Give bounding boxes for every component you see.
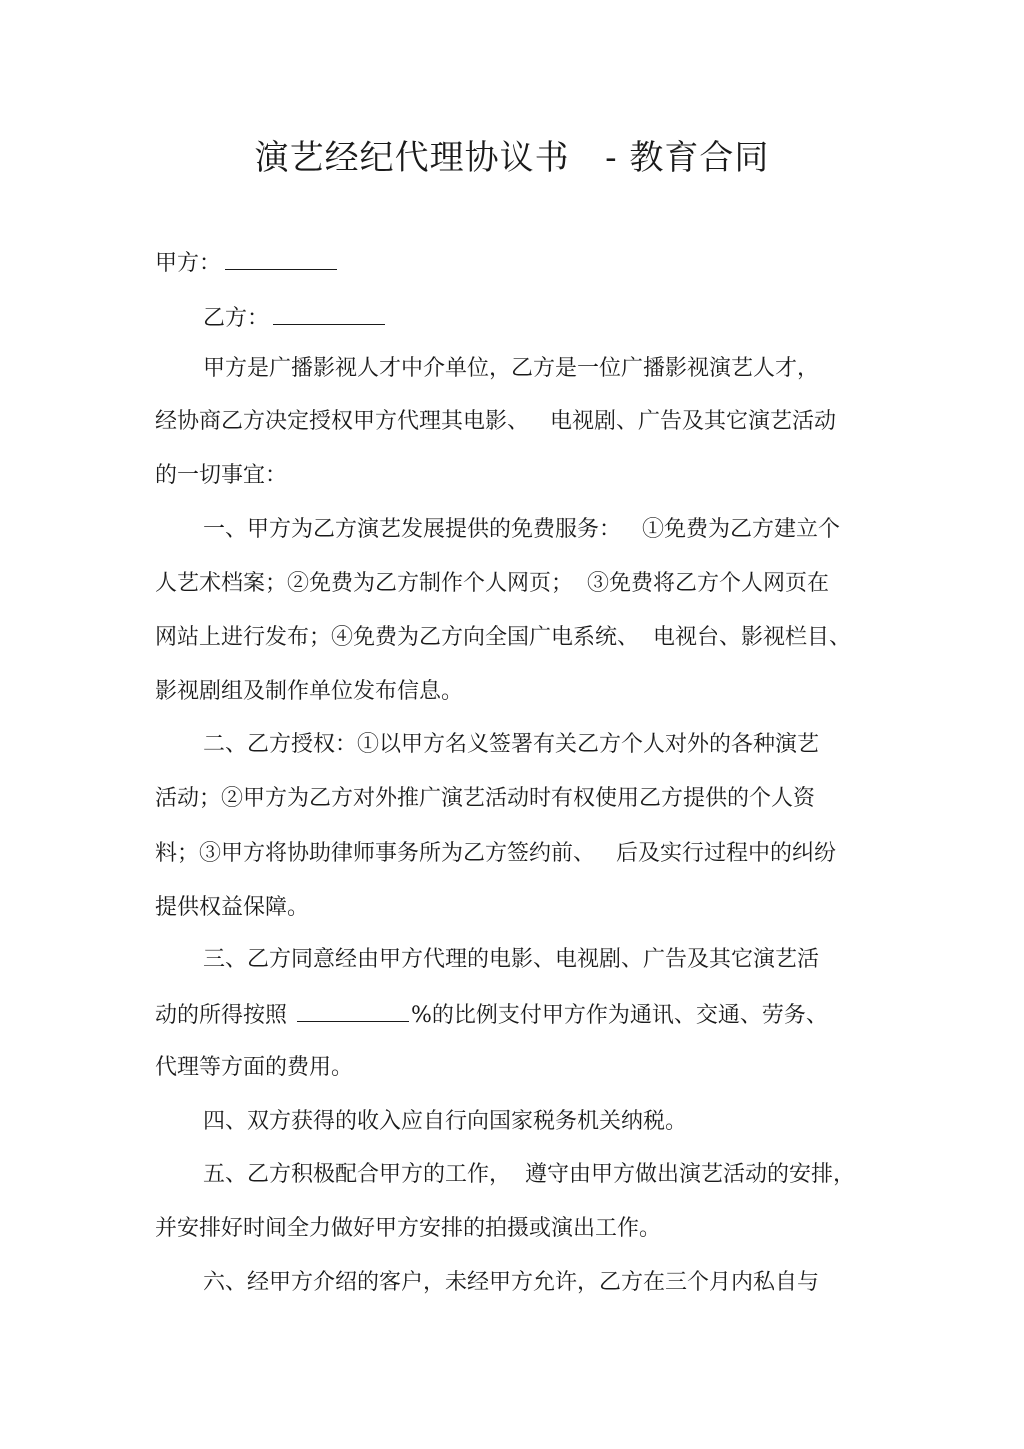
party-b-blank	[273, 302, 385, 325]
clause-1-line-4: 影视剧组及制作单位发布信息。	[155, 679, 464, 704]
intro-line-3: 的一切事宜：	[155, 463, 288, 488]
party-b-line	[203, 302, 385, 334]
clause-2-line-1: 二、乙方授权：①以甲方名义签署有关乙方个人对外的各种演艺	[203, 732, 820, 757]
clause-2-line-4: 提供权益保障。	[155, 895, 310, 920]
party-a-line	[155, 247, 337, 279]
clause-1-line-3: 网站上进行发布；④免费为乙方向全国广电系统、 电视台、影视栏目、	[155, 625, 851, 650]
clause-3-line-2	[155, 999, 828, 1031]
clause-2-line-2: 活动；②甲方为乙方对外推广演艺活动时有权使用乙方提供的个人资	[155, 786, 816, 811]
clause-5-line-2: 并安排好时间全力做好甲方安排的拍摄或演出工作。	[155, 1216, 662, 1241]
clause-3-line-3: 代理等方面的费用。	[155, 1055, 354, 1080]
clause-6-line-1: 六、经甲方介绍的客户，未经甲方允许，乙方在三个月内私自与	[203, 1270, 820, 1295]
clause-4-line-1: 四、双方获得的收入应自行向国家税务机关纳税。	[203, 1109, 688, 1134]
intro-line-2: 经协商乙方决定授权甲方代理其电影、 电视剧、广告及其它演艺活动	[155, 409, 836, 434]
clause-5-line-1: 五、乙方积极配合甲方的工作， 遵守由甲方做出演艺活动的安排，	[203, 1162, 855, 1187]
clause-3-line-2-before: 动的所得按照	[155, 1003, 288, 1028]
party-a-blank	[225, 247, 337, 270]
percentage-blank	[297, 999, 409, 1022]
clause-2-line-3: 料；③甲方将协助律师事务所为乙方签约前、 后及实行过程中的纠纷	[155, 841, 836, 866]
party-a-label: 甲方：	[155, 251, 222, 276]
intro-line-1: 甲方是广播影视人才中介单位，乙方是一位广播影视演艺人才，	[203, 356, 820, 381]
clause-1-line-1: 一、甲方为乙方演艺发展提供的免费服务： ①免费为乙方建立个	[203, 517, 840, 542]
document-title: 演艺经纪代理协议书 - 教育合同	[254, 138, 770, 178]
clause-3-line-1: 三、乙方同意经由甲方代理的电影、电视剧、广告及其它演艺活	[203, 947, 820, 972]
clause-3-line-2-after: %的比例支付甲方作为通讯、交通、劳务、	[411, 1003, 828, 1028]
clause-1-line-2: 人艺术档案；②免费为乙方制作个人网页； ③免费将乙方个人网页在	[155, 571, 829, 596]
party-b-label: 乙方：	[203, 306, 270, 331]
